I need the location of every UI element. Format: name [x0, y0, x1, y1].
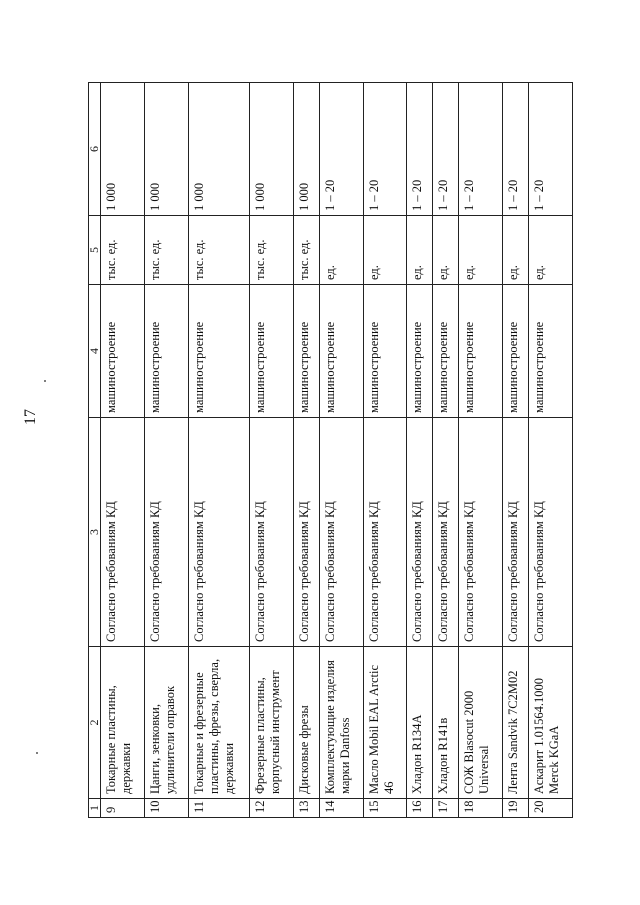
unit-cell: ед. — [529, 216, 573, 285]
industry-cell: машиностроение — [188, 285, 250, 418]
rotated-table-container — [88, 83, 573, 818]
industry-cell: машиностроение — [363, 285, 407, 418]
industry-cell: машиностроение — [101, 285, 145, 418]
industry-cell: машиностроение — [293, 285, 319, 418]
unit-cell: тыс. ед. — [101, 216, 145, 285]
header-cell: 6 — [89, 83, 101, 216]
table-row — [363, 83, 407, 818]
header-cell: 1 — [89, 799, 101, 818]
item-name-cell: Масло Mobil EAL Arctic 46 — [363, 647, 407, 799]
quantity-cell: 1 – 20 — [363, 83, 407, 216]
item-name-cell: Токарные и фрезерные пластины, фрезы, сверла, державки — [188, 647, 250, 799]
quantity-cell: 1 000 — [293, 83, 319, 216]
unit-cell: тыс. ед. — [144, 216, 188, 285]
item-name-cell: Хладон R134A — [407, 647, 433, 799]
unit-cell: тыс. ед. — [293, 216, 319, 285]
table-row — [459, 83, 503, 818]
row-number-cell: 17 — [433, 799, 459, 818]
row-number-cell: 18 — [459, 799, 503, 818]
scan-speck — [36, 752, 38, 754]
row-number-cell: 9 — [101, 799, 145, 818]
row-number-cell: 16 — [407, 799, 433, 818]
unit-cell: ед. — [319, 216, 363, 285]
requirements-cell: Согласно требованиям КД — [363, 418, 407, 647]
row-number-cell: 13 — [293, 799, 319, 818]
industry-cell: машиностроение — [503, 285, 529, 418]
unit-cell: ед. — [363, 216, 407, 285]
row-number-cell: 15 — [363, 799, 407, 818]
table-row — [250, 83, 294, 818]
requirements-cell: Согласно требованиям КД — [319, 418, 363, 647]
item-name-cell: Дисковые фрезы — [293, 647, 319, 799]
unit-cell: ед. — [503, 216, 529, 285]
row-number-cell: 10 — [144, 799, 188, 818]
industry-cell: машиностроение — [319, 285, 363, 418]
table-row — [144, 83, 188, 818]
table-row — [433, 83, 459, 818]
quantity-cell: 1 – 20 — [529, 83, 573, 216]
requirements-cell: Согласно требованиям КД — [433, 418, 459, 647]
header-row — [89, 83, 101, 818]
table-row — [293, 83, 319, 818]
table-row — [407, 83, 433, 818]
requirements-cell: Согласно требованиям КД — [188, 418, 250, 647]
requirements-cell: Согласно требованиям КД — [407, 418, 433, 647]
quantity-cell: 1 – 20 — [433, 83, 459, 216]
industry-cell: машиностроение — [433, 285, 459, 418]
scan-speck — [44, 380, 46, 382]
item-name-cell: Токарные пластины, державки — [101, 647, 145, 799]
unit-cell: ед. — [459, 216, 503, 285]
items-table — [88, 82, 573, 818]
quantity-cell: 1 – 20 — [319, 83, 363, 216]
item-name-cell: Фрезерные пластины, корпусный инструмент — [250, 647, 294, 799]
quantity-cell: 1 000 — [101, 83, 145, 216]
industry-cell: машиностроение — [144, 285, 188, 418]
table-row — [529, 83, 573, 818]
requirements-cell: Согласно требованиям КД — [250, 418, 294, 647]
requirements-cell: Согласно требованиям КД — [529, 418, 573, 647]
row-number-cell: 19 — [503, 799, 529, 818]
item-name-cell: Аскарит 1.01564.1000 Merck KGaA — [529, 647, 573, 799]
header-cell: 2 — [89, 647, 101, 799]
page-number: 17 — [22, 409, 39, 425]
item-name-cell: СОЖ Blasocut 2000 Universal — [459, 647, 503, 799]
industry-cell: машиностроение — [250, 285, 294, 418]
header-cell: 5 — [89, 216, 101, 285]
table-row — [101, 83, 145, 818]
industry-cell: машиностроение — [407, 285, 433, 418]
requirements-cell: Согласно требованиям КД — [503, 418, 529, 647]
table-row — [188, 83, 250, 818]
quantity-cell: 1 – 20 — [407, 83, 433, 216]
item-name-cell: Комплектующие изделия марки Danfoss — [319, 647, 363, 799]
requirements-cell: Согласно требованиям КД — [144, 418, 188, 647]
requirements-cell: Согласно требованиям КД — [459, 418, 503, 647]
table-row — [319, 83, 363, 818]
header-cell: 3 — [89, 418, 101, 647]
unit-cell: тыс. ед. — [250, 216, 294, 285]
unit-cell: тыс. ед. — [188, 216, 250, 285]
header-cell: 4 — [89, 285, 101, 418]
row-number-cell: 20 — [529, 799, 573, 818]
industry-cell: машиностроение — [459, 285, 503, 418]
row-number-cell: 11 — [188, 799, 250, 818]
unit-cell: ед. — [433, 216, 459, 285]
table-row — [503, 83, 529, 818]
quantity-cell: 1 000 — [144, 83, 188, 216]
requirements-cell: Согласно требованиям КД — [101, 418, 145, 647]
row-number-cell: 14 — [319, 799, 363, 818]
quantity-cell: 1 – 20 — [503, 83, 529, 216]
quantity-cell: 1 000 — [188, 83, 250, 216]
requirements-cell: Согласно требованиям КД — [293, 418, 319, 647]
quantity-cell: 1 000 — [250, 83, 294, 216]
row-number-cell: 12 — [250, 799, 294, 818]
item-name-cell: Лента Sandvik 7C2M02 — [503, 647, 529, 799]
unit-cell: ед. — [407, 216, 433, 285]
item-name-cell: Цанги, зенковки, удлинители оправок — [144, 647, 188, 799]
item-name-cell: Хладон R141в — [433, 647, 459, 799]
industry-cell: машиностроение — [529, 285, 573, 418]
quantity-cell: 1 – 20 — [459, 83, 503, 216]
